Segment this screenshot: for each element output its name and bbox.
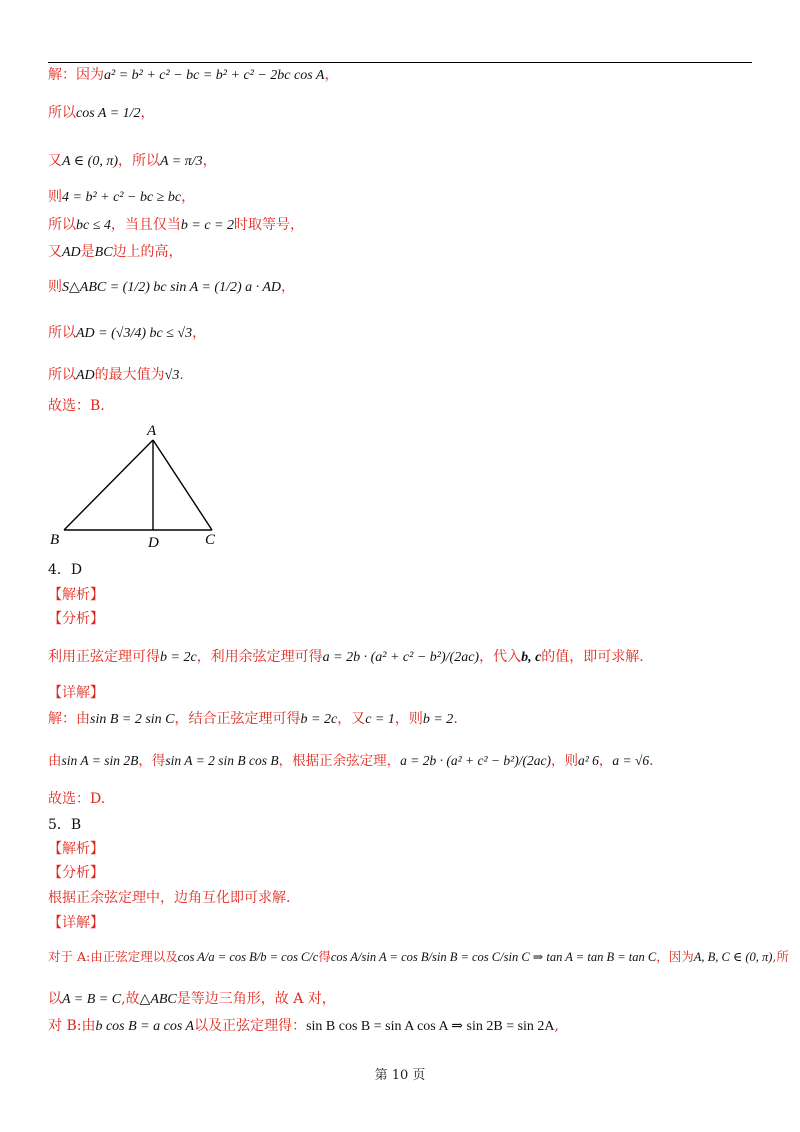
math-expr: a² = b² + c² − bc = b² + c² − 2bc cos A (104, 68, 325, 83)
math-expr: sin B cos B = sin A cos A ⇒ sin 2B = sin 2A (306, 1019, 555, 1034)
q4-fenxi: 利用正弦定理可得b = 2c，利用余弦定理可得a = 2b · (a² + c² − b²)/(2ac)，代入b, c的值，即可求解. (48, 649, 644, 665)
q4-detail-2: 由sin A = sin 2B，得sin A = 2 sin B cos B，根据正余弦定理，a = 2b · (a² + c² − b²)/(2ac)，则a² 6，a = √6. (48, 753, 654, 769)
math-expr: AD (62, 245, 81, 260)
q5-detail-3: 对 B:由b cos B = a cos A以及正弦定理得：sin B cos B = sin A cos A ⇒ sin 2B = sin 2A, (48, 1018, 559, 1034)
q4-tag-xiangjie: 【详解】 (48, 685, 104, 701)
math-expr: c = 1 (365, 712, 395, 727)
math-expr: A = B = C (62, 992, 122, 1007)
q3-line-5: 所以bc ≤ 4，当且仅当b = c = 2时取等号， (48, 217, 305, 233)
math-expr: a = √6 (612, 753, 650, 768)
q5-fenxi: 根据正余弦定理中，边角互化即可求解. (48, 890, 291, 906)
math-expr: b = 2c (300, 712, 338, 727)
math-expr: bc ≤ 4 (76, 218, 111, 233)
math-expr: S△ABC = (1/2) bc sin A = (1/2) a · AD (62, 280, 282, 295)
math-expr: AD (76, 368, 95, 383)
q5-tag-jiexi: 【解析】 (48, 841, 104, 857)
q3-answer: 故选：B. (48, 398, 105, 414)
q4-answer: 故选：D. (48, 791, 106, 807)
side-AB (64, 440, 153, 530)
math-expr: A, B, C ∈ (0, π) (693, 950, 773, 964)
q3-line-8: 所以AD = (√3/4) bc ≤ √3， (48, 325, 207, 341)
math-expr: a = 2b · (a² + c² − b²)/(2ac) (322, 650, 480, 665)
math-expr: sin A = sin 2B (61, 753, 139, 768)
math-expr: sin A = 2 sin B cos B (165, 753, 279, 768)
page-number: 第 10 页 (374, 1068, 426, 1083)
math-expr: sin B = 2 sin C (90, 712, 175, 727)
math-expr: √3 (164, 368, 180, 383)
math-expr: b, c (521, 650, 542, 665)
top-rule (48, 62, 752, 63)
math-expr: cos A = 1/2 (76, 106, 141, 121)
q5-head: 5．B (48, 817, 82, 833)
q3-line-4: 则4 = b² + c² − bc ≥ bc， (48, 189, 196, 205)
q3-line-7: 则S△ABC = (1/2) bc sin A = (1/2) a · AD， (48, 279, 296, 295)
vertex-label-C: C (205, 532, 216, 548)
q5-tag-xiangjie: 【详解】 (48, 915, 104, 931)
math-expr: b cos B = a cos A (95, 1019, 195, 1034)
q4-head: 4．D (48, 562, 83, 578)
math-expr: b = 2 (422, 712, 454, 727)
math-expr: cos A/a = cos B/b = cos C/c (177, 950, 319, 964)
math-expr: 4 = b² + c² − bc ≥ bc (62, 190, 182, 205)
triangle-figure (40, 418, 240, 553)
q3-line-2: 所以cos A = 1/2， (48, 105, 155, 121)
q3-line-9: 所以AD的最大值为√3. (48, 367, 184, 383)
vertex-label-D: D (148, 535, 159, 551)
math-expr: b = c = 2 (180, 218, 235, 233)
q3-line-3: 又A ∈ (0, π)，所以A = π/3， (48, 153, 217, 169)
q3-line-6: 又AD是BC边上的高， (48, 244, 183, 260)
vertex-label-A: A (147, 423, 157, 439)
q4-tag-fenxi: 【分析】 (48, 611, 104, 627)
q4-detail-1: 解：由sin B = 2 sin C，结合正弦定理可得b = 2c，又c = 1，则b = 2. (48, 711, 458, 727)
q3-line-1: 解：因为a² = b² + c² − bc = b² + c² − 2bc cos A， (48, 67, 339, 83)
math-expr: A ∈ (0, π) (62, 154, 118, 169)
q5-tag-fenxi: 【分析】 (48, 865, 104, 881)
math-expr: A = π/3 (160, 154, 203, 169)
math-expr: △ABC (139, 992, 177, 1007)
math-expr: cos A/sin A = cos B/sin B = cos C/sin C ⇒ tan A = tan B = tan C (330, 950, 657, 964)
q5-detail-1: 对于 A:由正弦定理以及cos A/a = cos B/b = cos C/c得cos A/sin A = cos B/sin B = cos C/sin C ⇒ tan A = tan B = tan C，因为A, B, C ∈ (0, π),所 (48, 949, 789, 964)
q5-detail-2: 以A = B = C,故△ABC是等边三角形，故 A 对， (48, 991, 336, 1007)
math-expr: BC (94, 245, 113, 260)
vertex-label-B: B (50, 532, 60, 548)
q4-tag-jiexi: 【解析】 (48, 587, 104, 603)
side-AC (153, 440, 212, 530)
math-expr: a² 6 (577, 753, 599, 768)
math-expr: AD = (√3/4) bc ≤ √3 (76, 326, 193, 341)
math-expr: b = 2c (160, 650, 197, 665)
math-expr: a = 2b · (a² + c² − b²)/(2ac) (400, 753, 551, 768)
